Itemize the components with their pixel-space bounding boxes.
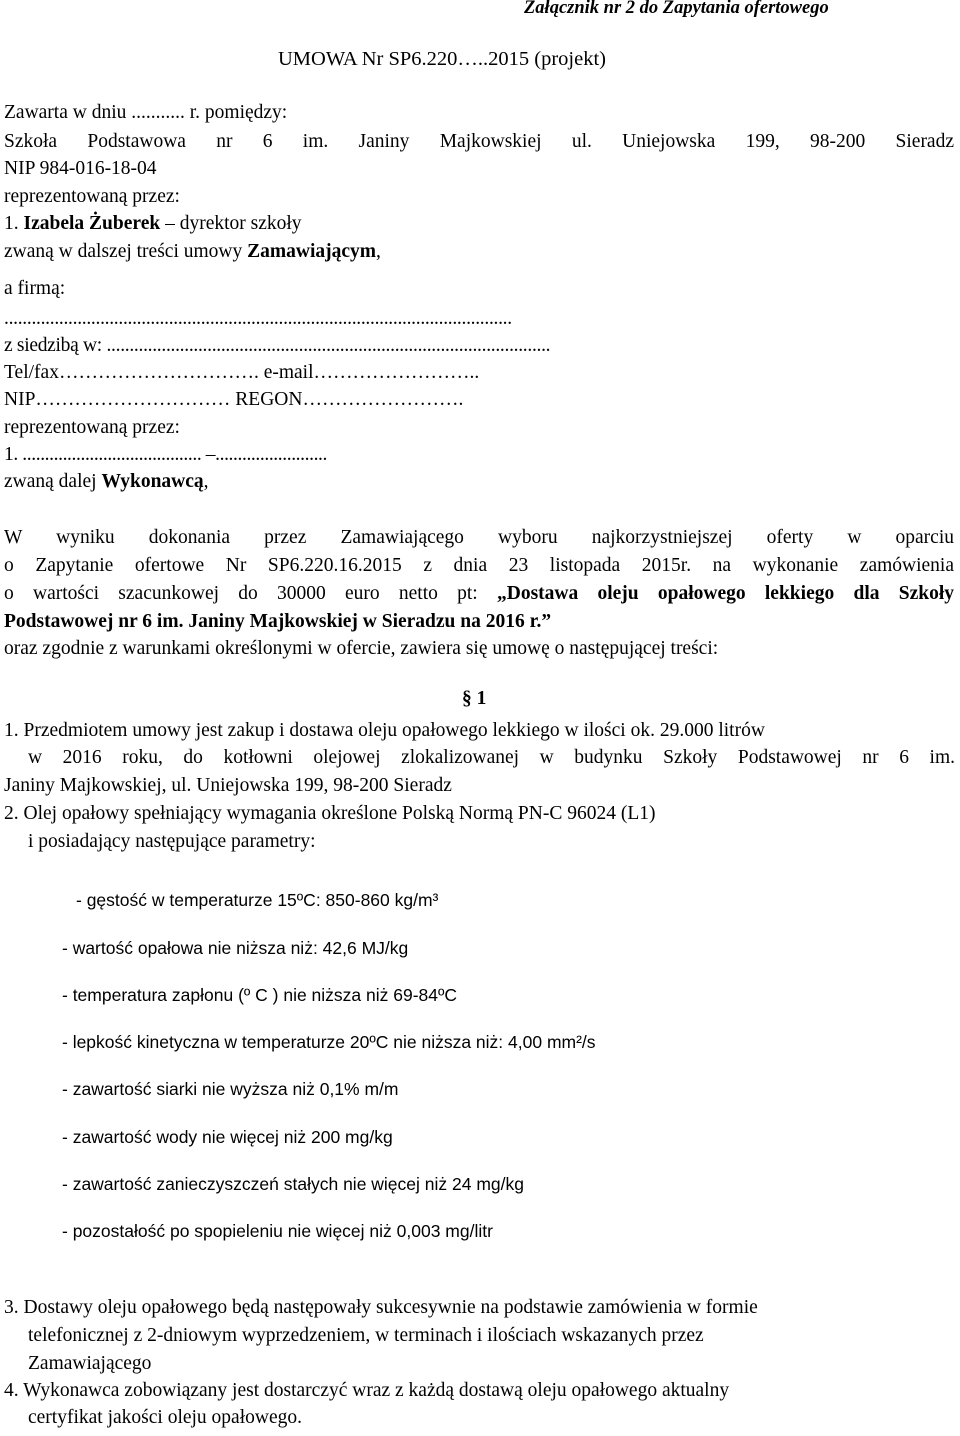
preamble-line-1: W wyniku dokonania przez Zamawiającego wyboru najkorzystniejszej oferty w oparciu xyxy=(4,527,954,548)
called-prefix: zwaną dalej xyxy=(4,471,102,492)
clause-4-line-2: certyfikat jakości oleju opałowego. xyxy=(28,1407,302,1428)
contractor-nip-regon: NIP………………………… REGON……………………. xyxy=(4,389,464,410)
clause-3-line-2: telefonicznej z 2-dniowym wyprzedzeniem, w terminach i ilościach wskazanych przez xyxy=(28,1325,704,1346)
school-line: Szkoła Podstawowa nr 6 im. Janiny Majkowskiej ul. Uniejowska 199, 98-200 Sieradz xyxy=(4,131,954,152)
ordering-party-definition xyxy=(4,241,381,263)
contractor-definition xyxy=(4,471,209,493)
attachment-note: Załącznik nr 2 do Zapytania ofertowego xyxy=(524,0,829,18)
rep-role: – dyrektor szkoły xyxy=(160,213,302,234)
parameter-water: - zawartość wody nie więcej niż 200 mg/kg xyxy=(62,1127,393,1147)
parameter-sulfur: - zawartość siarki nie wyższa niż 0,1% m/m xyxy=(62,1079,399,1099)
parameter-solid-contamination: - zawartość zanieczyszczeń stałych nie więcej niż 24 mg/kg xyxy=(62,1174,524,1194)
contractor-telfax-email: Tel/fax…………………………. e-mail…………………….. xyxy=(4,362,480,383)
school-representative xyxy=(4,213,302,235)
contractor-represented-by: reprezentowaną przez: xyxy=(4,417,180,438)
called-prefix: zwaną w dalszej treści umowy xyxy=(4,241,248,262)
contractor-name: Wykonawcą xyxy=(101,471,204,492)
preamble-subject-title: „Dostawa oleju opałowego lekkiego dla Szkoły xyxy=(496,583,954,604)
preamble-line-5: oraz zgodnie z warunkami określonymi w ofercie, zawiera się umowę o następującej treści: xyxy=(4,638,719,659)
clause-2-line-2: i posiadający następujące parametry: xyxy=(28,831,316,852)
preamble-line-3 xyxy=(4,583,954,605)
rep-number: 1. xyxy=(4,213,19,234)
preamble-line-4: Podstawowej nr 6 im. Janiny Majkowskiej w Sieradzu na 2016 r.” xyxy=(4,611,552,632)
parameter-flash-point: - temperatura zapłonu (º C ) nie niższa niż 69-84ºC xyxy=(62,985,458,1005)
preamble-line-2: o Zapytanie ofertowe Nr SP6.220.16.2015 z dnia 23 listopada 2015r. na wykonanie zamówienia xyxy=(4,555,954,576)
rep-name: Izabela Żuberek xyxy=(23,213,161,234)
clause-4-line-1: 4. Wykonawca zobowiązany jest dostarczyć wraz z każdą dostawą oleju opałowego aktualny xyxy=(4,1380,730,1401)
school-represented-by: reprezentowaną przez: xyxy=(4,186,180,207)
section-heading: § 1 xyxy=(462,688,487,709)
school-nip: NIP 984-016-18-04 xyxy=(4,158,157,179)
called-suffix: , xyxy=(203,471,209,492)
ordering-party-name: Zamawiającym xyxy=(247,241,377,262)
company-dots: ............................................................................................................... xyxy=(4,308,512,329)
date-line: Zawarta w dniu ........... r. pomiędzy: xyxy=(4,102,288,123)
parameter-viscosity: - lepkość kinetyczna w temperaturze 20ºC nie niższa niż: 4,00 mm²/s xyxy=(62,1032,596,1052)
clause-1-line-3: Janiny Majkowskiej, ul. Uniejowska 199, 98-200 Sieradz xyxy=(4,775,452,796)
parameter-calorific-value: - wartość opałowa nie niższa niż: 42,6 MJ/kg xyxy=(62,938,409,958)
clause-1-line-1: 1. Przedmiotem umowy jest zakup i dostawa oleju opałowego lekkiego w ilości ok. 29.000 litrów xyxy=(4,720,765,741)
parameter-density: - gęstość w temperaturze 15ºC: 850-860 kg/m³ xyxy=(76,890,439,910)
contract-title: UMOWA Nr SP6.220…..2015 (projekt) xyxy=(278,48,606,70)
clause-1-line-2: w 2016 roku, do kotłowni olejowej zlokalizowanej w budynku Szkoły Podstawowej nr 6 im. xyxy=(28,747,955,768)
contractor-seat: z siedzibą w: ................................................................................................. xyxy=(4,335,551,356)
clause-3-line-1: 3. Dostawy oleju opałowego będą następowały sukcesywnie na podstawie zamówienia w formie xyxy=(4,1297,758,1318)
clause-3-line-3: Zamawiającego xyxy=(28,1353,152,1374)
clause-2-line-1: 2. Olej opałowy spełniający wymagania określone Polską Normą PN-C 96024 (L1) xyxy=(4,803,656,824)
contractor-representative: 1. ........................................ –......................... xyxy=(4,444,328,465)
and-company: a firmą: xyxy=(4,278,66,299)
preamble-value-text: o wartości szacunkowej do 30000 euro netto pt: xyxy=(4,583,497,604)
called-suffix: , xyxy=(376,241,381,262)
parameter-ash-residue: - pozostałość po spopieleniu nie więcej niż 0,003 mg/litr xyxy=(62,1221,493,1241)
